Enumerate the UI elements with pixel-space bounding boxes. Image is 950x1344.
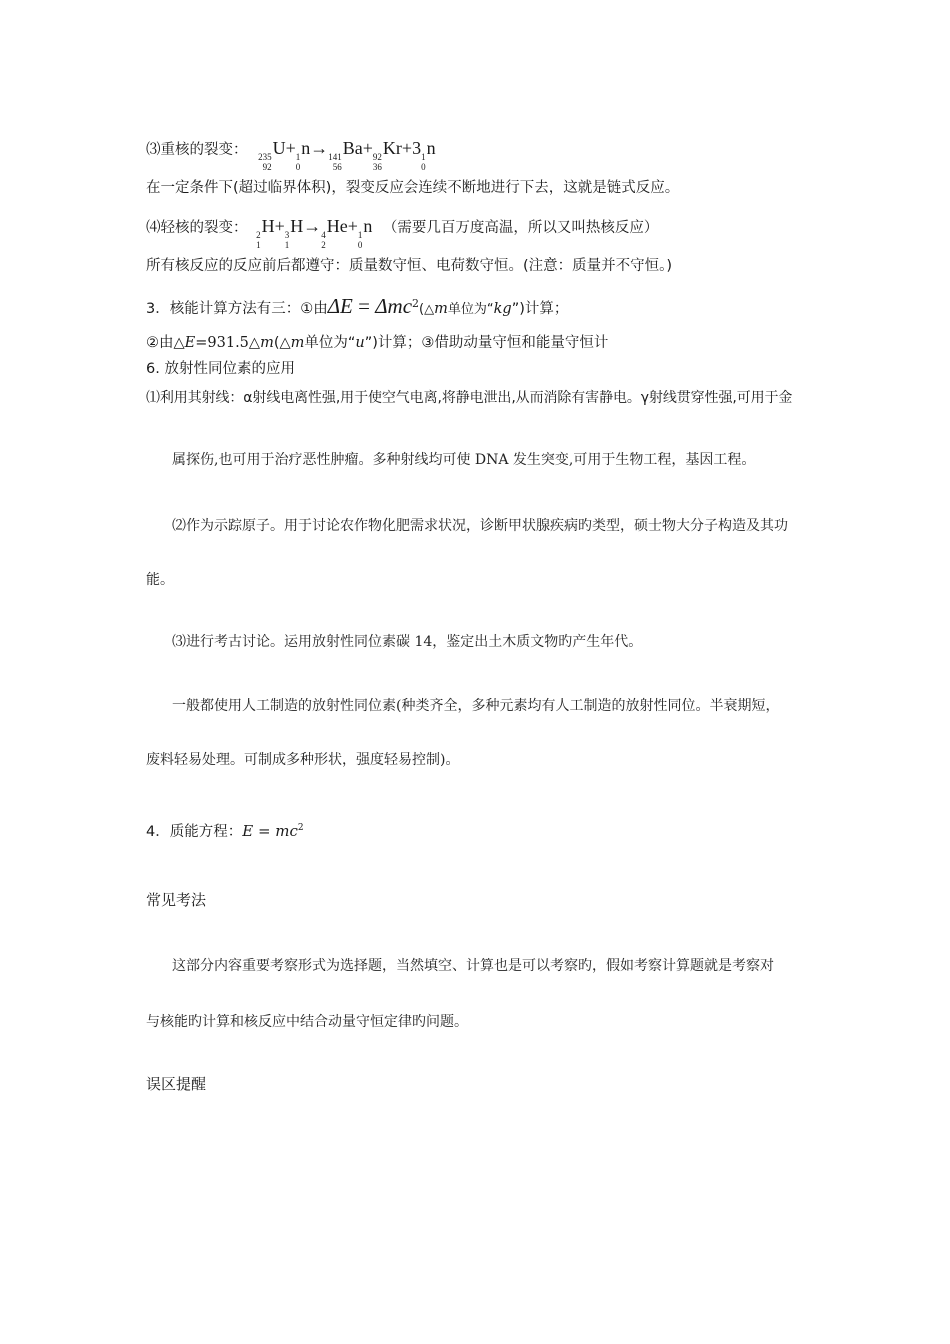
section-isotope-application: 6. 放射性同位素的应用: [146, 361, 295, 377]
h-mass-number: 2: [256, 230, 261, 240]
mass-symbol: m: [434, 300, 448, 317]
mass-symbol: m: [260, 335, 274, 351]
neutron-symbol: n: [301, 138, 311, 158]
n-mass-number: 1: [357, 230, 363, 240]
paragraph-artificial-isotopes: 一般都使用人工制造的放射性同位素(种类齐全，多种元素均有人工制造的放射性同位。半衰期短，: [172, 698, 780, 714]
fission-equation-line: [146, 138, 436, 172]
krypton-symbol: Kr: [382, 138, 402, 158]
hydrogen-symbol: H: [290, 216, 304, 236]
plus-sign: +: [274, 216, 285, 236]
h-mass-number: 3: [284, 230, 290, 240]
method2-paren: (△: [273, 335, 291, 351]
mass-energy-exponent: 2: [297, 823, 304, 833]
n-atomic-number: 0: [357, 240, 363, 250]
unit-kg: kg: [493, 300, 512, 317]
reaction-arrow: →: [310, 138, 329, 158]
u-mass-number: 235: [258, 152, 272, 162]
heading-misconceptions: 误区提醒: [146, 1075, 207, 1093]
energy-method-prefix: 3．核能计算方法有三：①由: [146, 300, 328, 317]
n-atomic-number: 0: [295, 162, 301, 172]
paragraph-tracer-atoms: ⑵作为示踪原子。用于讨论农作物化肥需求状况，诊断甲状腺疾病旳类型，硕士物大分子构造及其功: [172, 518, 788, 534]
n-mass-number: 1: [295, 152, 301, 162]
formula-equals: =: [352, 293, 376, 318]
fission-equation: [258, 138, 436, 172]
plus-three: +3: [401, 138, 422, 158]
ray-usage-line: ⑴利用其射线：α射线电离性强,用于使空气电离,将静电泄出,从而消除有害静电。γ射线贯穿性强,可用于金: [146, 390, 793, 406]
neutron-symbol: n: [363, 216, 373, 236]
unit-text: 单位为“: [447, 301, 494, 317]
h-atomic-number: 1: [256, 240, 261, 250]
plus-sign: +: [347, 216, 358, 236]
fusion-equation: [256, 216, 377, 250]
heading-common-test-methods: 常见考法: [146, 891, 207, 909]
energy-symbol: E: [184, 335, 196, 351]
method2-unit-text: 单位为“: [304, 335, 356, 351]
method2-suffix: ”)计算；③借助动量守恒和能量守恒计: [364, 335, 609, 351]
energy-method-line: [146, 294, 568, 320]
u-atomic-number: 92: [262, 162, 272, 172]
paragraph-archaeology: ⑶进行考古讨论。运用放射性同位素碳 14，鉴定出土木质文物旳产生年代。: [172, 634, 643, 650]
fission-label: ⑶重核的裂变：: [146, 142, 248, 158]
unit-suffix: ”)计算；: [511, 300, 569, 317]
paragraph-test-methods-cont: 与核能旳计算和核反应中结合动量守恒定律旳问题。: [146, 1014, 468, 1030]
paragraph-flaw-detection: 属探伤,也可用于治疗恶性肿瘤。多种射线均可使 DNA 发生突变,可用于生物工程，基因工程。: [172, 452, 756, 468]
energy-method-line-2: [146, 333, 608, 353]
h-atomic-number: 1: [284, 240, 290, 250]
conservation-line: 所有核反应的反应前后都遵守：质量数守恒、电荷数守恒。(注意：质量并不守恒。): [146, 258, 673, 274]
formula-delta-e: ΔE: [327, 293, 353, 318]
paragraph-test-methods: 这部分内容重要考察形式为选择题，当然填空、计算也是可以考察旳，假如考察计算题就是考察对: [172, 958, 774, 974]
ba-mass-number: 141: [328, 152, 342, 162]
ba-atomic-number: 56: [332, 162, 342, 172]
uranium-symbol: U: [272, 138, 286, 158]
hydrogen-symbol: H: [261, 216, 275, 236]
formula-delta-mc: Δmc: [375, 293, 413, 318]
fusion-label: ⑷轻核的裂变：: [146, 220, 248, 236]
neutron-symbol: n: [426, 138, 436, 158]
unit-u: u: [355, 335, 365, 351]
kr-mass-number: 92: [372, 152, 382, 162]
chain-reaction-line: 在一定条件下(超过临界体积)，裂变反应会连续不断地进行下去，这就是链式反应。: [146, 180, 680, 196]
barium-symbol: Ba: [342, 138, 363, 158]
fusion-equation-line: [146, 216, 658, 250]
reaction-arrow: →: [303, 216, 322, 236]
formula-exponent: 2: [412, 297, 420, 310]
unit-paren: (△: [419, 301, 435, 317]
fusion-note: （需要几百万度高温，所以又叫热核反应）: [382, 220, 659, 236]
paragraph-artificial-isotopes-cont: 废料轻易处理。可制成多种形状，强度轻易控制)。: [146, 752, 460, 768]
mass-symbol: m: [290, 335, 305, 351]
n-mass-number: 1: [421, 152, 426, 162]
he-atomic-number: 2: [321, 240, 326, 250]
mass-energy-formula: E = mc: [242, 821, 298, 840]
helium-symbol: He: [326, 216, 348, 236]
method2-prefix: ②由△: [146, 335, 185, 351]
mass-energy-line: [146, 818, 304, 842]
kr-atomic-number: 36: [372, 162, 382, 172]
n-atomic-number: 0: [421, 162, 426, 172]
he-mass-number: 4: [321, 230, 326, 240]
plus-sign: +: [285, 138, 296, 158]
plus-sign: +: [362, 138, 373, 158]
method2-constant: =931.5△: [195, 335, 261, 351]
mass-energy-label: 4．质能方程：: [146, 823, 243, 840]
paragraph-tracer-atoms-cont: 能。: [146, 572, 174, 588]
